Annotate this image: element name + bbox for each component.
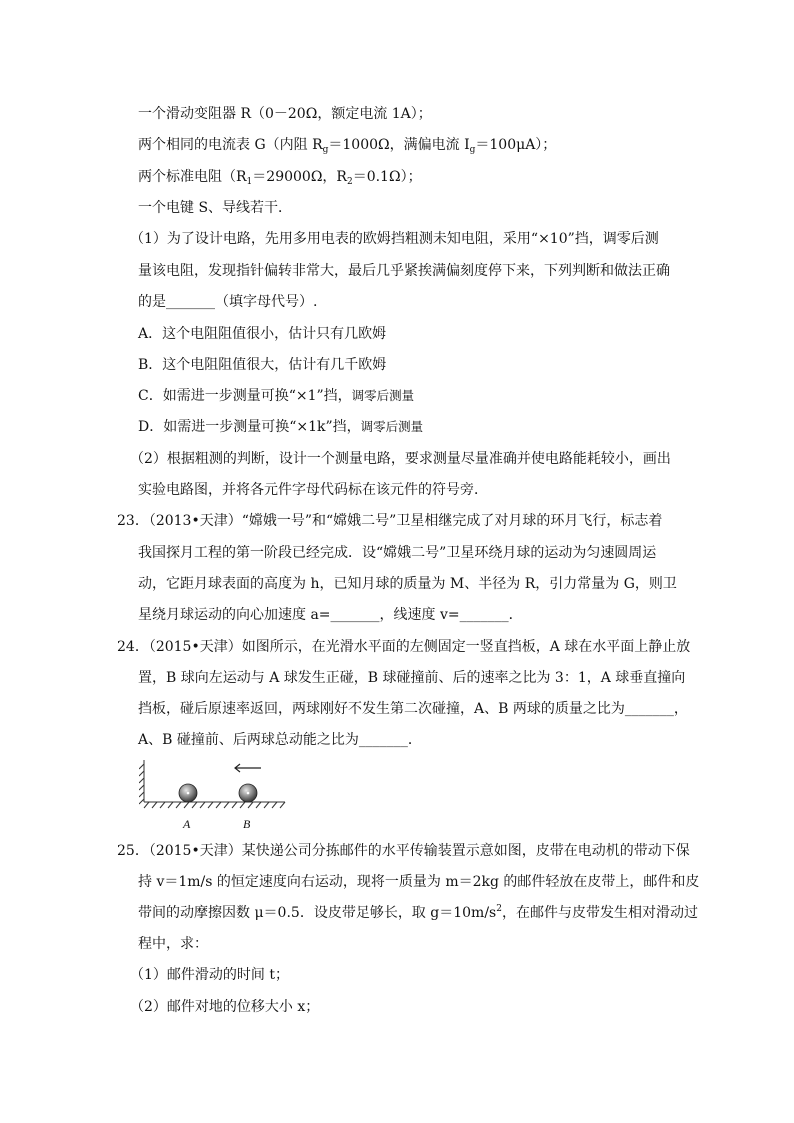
- question-25-line: 25．（2015•天津）某快递公司分拣邮件的水平传输装置示意如图，皮带在电动机的带动下保: [117, 843, 690, 859]
- text-segment: C．如需进一步测量可换“×1”挡，: [138, 388, 352, 404]
- wall-hatching: [139, 760, 144, 804]
- question-25-sub2: （2）邮件对地的位移大小 x；: [130, 999, 320, 1015]
- ground-hatching: [144, 802, 285, 808]
- subscript: g: [322, 145, 329, 155]
- arrow-left-icon: [235, 764, 261, 772]
- equipment-rheostat: 一个滑动变阻器 R（0－20Ω，额定电流 1A）；: [138, 106, 432, 122]
- question-23-line: 星绕月球运动的向心加速度 a=_______，线速度 v=_______．: [138, 607, 523, 623]
- option-d: [138, 418, 423, 436]
- question-23-line: 我国探月工程的第一阶段已经完成．设“嫦娥二号”卫星环绕月球的运动为匀速圆周运: [138, 545, 657, 561]
- option-c: [138, 387, 414, 405]
- ball-a: [179, 784, 197, 802]
- text-segment: ，在邮件与皮带发生相对滑动过: [501, 905, 698, 921]
- equipment-resistors: [138, 168, 422, 186]
- part2-line: 实验电路图，并将各元件字母代码标在该元件的符号旁．: [138, 482, 488, 498]
- text-segment: D．如需进一步测量可换“×1k”挡，: [138, 419, 361, 435]
- question-25-sub1: （1）邮件滑动的时间 t；: [130, 967, 289, 983]
- ball-b: [239, 784, 257, 802]
- part1-line: （1）为了设计电路，先用多用电表的欧姆挡粗测未知电阻，采用“×10”挡，调零后测: [130, 231, 659, 247]
- part2-line: （2）根据粗测的判断，设计一个测量电路，要求测量尽量准确并使电路能耗较小，画出: [130, 451, 671, 467]
- text-segment: 调零后测量: [360, 419, 424, 434]
- superscript: 2: [496, 904, 502, 914]
- text-segment: ＝100μA）；: [475, 137, 557, 153]
- collision-diagram: [139, 758, 289, 836]
- question-23-line: 动，它距月球表面的高度为 h，已知月球的质量为 M、半径为 R，引力常量为 G，则卫: [138, 576, 677, 592]
- part1-line: 的是_______（填字母代号）.: [138, 294, 318, 310]
- question-25-line: 程中，求：: [138, 936, 208, 952]
- text-segment: ＝1000Ω，满偏电流 I: [328, 137, 470, 153]
- question-24-line: 挡板，碰后原速率返回，两球刚好不发生第二次碰撞，A、B 两球的质量之比为_______，: [138, 701, 688, 717]
- text-segment: 调零后测量: [351, 388, 415, 403]
- question-24-line: 24．（2015•天津）如图所示，在光滑水平面的左侧固定一竖直挡板，A 球在水平面上静止放: [117, 639, 691, 655]
- question-25-line: [138, 904, 698, 922]
- ball-a-label: A: [183, 817, 191, 831]
- question-25-line: 持 v＝1m/s 的恒定速度向右运动，现将一质量为 m＝2kg 的邮件轻放在皮带上，邮件和皮: [138, 874, 700, 890]
- option-a: A．这个电阻阻值很小，估计只有几欧姆: [138, 326, 387, 342]
- question-24-line: A、B 碰撞前、后两球总动能之比为_______．: [138, 732, 422, 748]
- question-24-line: 置，B 球向左运动与 A 球发生正碰，B 球碰撞前、后的速率之比为 3：1，A 球垂直撞向: [138, 670, 686, 686]
- text-segment: ＝29000Ω，R: [252, 169, 347, 185]
- text-segment: 带间的动摩擦因数 μ＝0.5．设皮带足够长，取 g＝10m/s: [138, 905, 497, 921]
- question-23-line: 23．（2013•天津）“嫦娥一号”和“嫦娥二号”卫星相继完成了对月球的环月飞行，标志着: [117, 513, 663, 529]
- subscript: 1: [246, 177, 253, 187]
- text-segment: 两个相同的电流表 G（内阻 R: [138, 137, 323, 153]
- subscript: 2: [346, 177, 353, 187]
- subscript: g: [469, 145, 476, 155]
- part1-line: 量该电阻，发现指针偏转非常大，最后几乎紧挨满偏刻度停下来，下列判断和做法正确: [138, 263, 670, 279]
- collision-figure: [139, 758, 289, 836]
- equipment-ammeter: [138, 136, 556, 154]
- text-segment: ＝0.1Ω）；: [352, 169, 422, 185]
- equipment-switch: 一个电键 S、导线若干．: [138, 200, 293, 216]
- option-b: B．这个电阻阻值很大，估计有几千欧姆: [138, 357, 387, 373]
- text-segment: 两个标准电阻（R: [138, 169, 247, 185]
- ball-b-label: B: [243, 817, 251, 831]
